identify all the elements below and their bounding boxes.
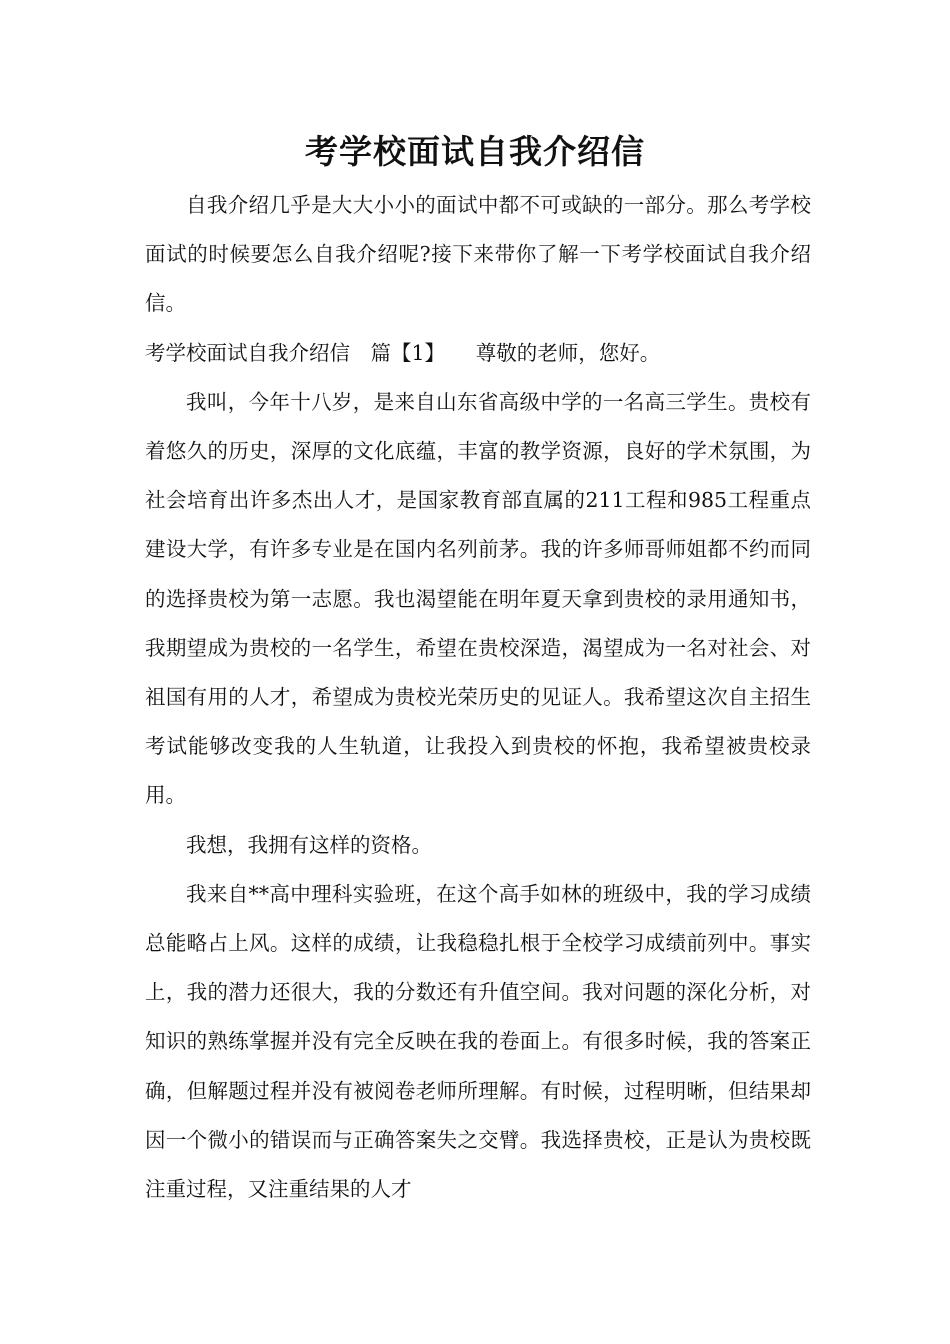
section-heading-line: 考学校面试自我介绍信 篇【1】 尊敬的老师，您好。 <box>145 340 661 365</box>
body-paragraph: 我叫，今年十八岁，是来自山东省高级中学的一名高三学生。贵校有着悠久的历史，深厚的文化底蕴，丰富的教学资源，良好的学术氛围，为社会培育出许多杰出人才，是国家教育部直属的211工程和985工程重点建设大学，有许多专业是在国内名列前茅。我的许多师哥师姐都不约而同的选择贵校为第一志愿。我也渴望能在明年夏天拿到贵校的录用通知书，我期望成为贵校的一名学生，希望在贵校深造，渴望成为一名对社会、对祖国有用的人才，希望成为贵校光荣历史的见证人。我希望这次自主招生考试能够改变我的人生轨道，让我投入到贵校的怀抱，我希望被贵校录用。 <box>145 389 811 808</box>
body-paragraph: 我来自**高中理科实验班，在这个高手如林的班级中，我的学习成绩总能略占上风。这样的成绩，让我稳稳扎根于全校学习成绩前列中。事实上，我的潜力还很大，我的分数还有升值空间。我对问题的深化分析，对知识的熟练掌握并没有完全反映在我的卷面上。有很多时候，我的答案正确，但解题过程并没有被阅卷老师所理解。有时候，过程明晰，但结果却因一个微小的错误而与正确答案失之交臂。我选择贵校，正是认为贵校既注重过程，又注重结果的人才 <box>145 881 811 1202</box>
body-paragraph: 我想，我拥有这样的资格。 <box>186 832 432 857</box>
document-body <box>145 181 811 1214</box>
intro-paragraph: 自我介绍几乎是大大小小的面试中都不可或缺的一部分。那么考学校面试的时候要怎么自我介绍呢?接下来带你了解一下考学校面试自我介绍信。 <box>145 193 811 316</box>
document-title: 考学校面试自我介绍信 <box>305 132 645 171</box>
